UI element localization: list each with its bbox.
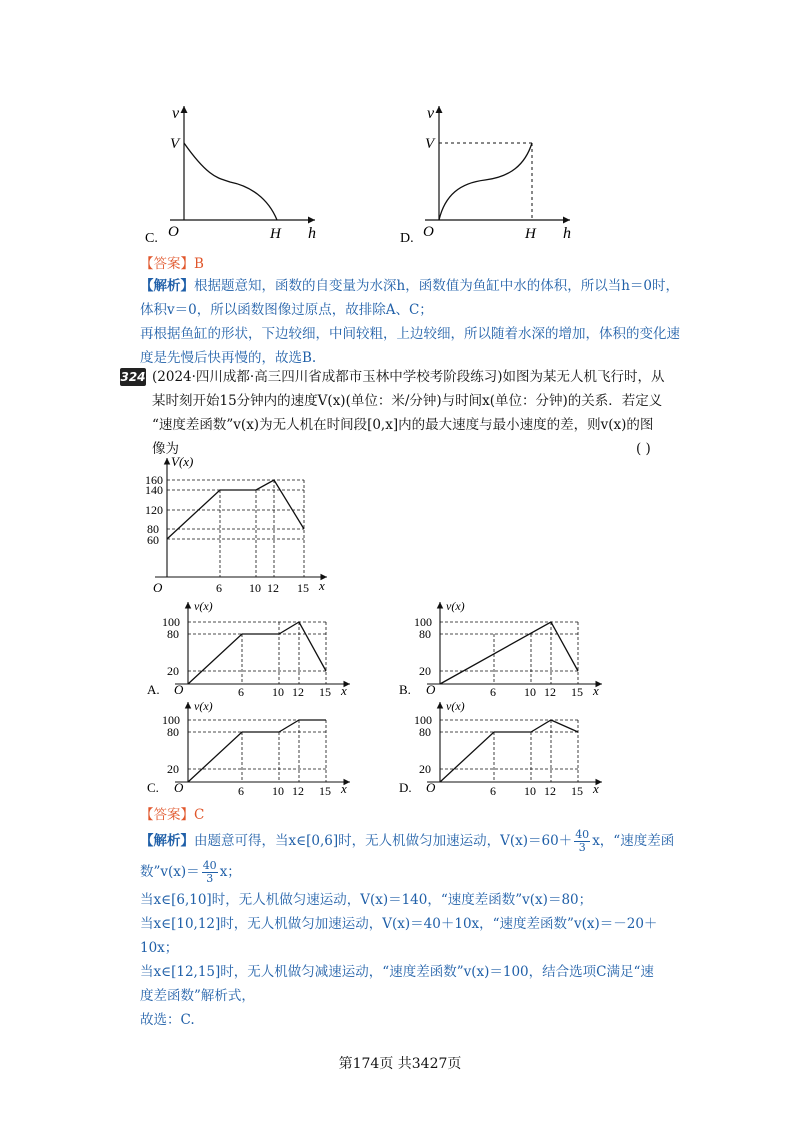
y-tick: 60 — [147, 533, 159, 547]
graph-option-c-top — [140, 100, 340, 250]
y-tick: 140 — [145, 483, 163, 497]
answer-bracket: 【答案】 — [140, 256, 194, 272]
y-axis-label: V(x) — [171, 454, 194, 469]
answer-value: B — [194, 256, 204, 272]
x-tick: 15 — [571, 685, 583, 698]
analysis-line: 根据题意知，函数的自变量为水深h，函数值为鱼缸中水的体积，所以当h＝0时， — [194, 278, 679, 294]
y-tick: 100 — [162, 615, 180, 629]
answer-2 — [140, 805, 204, 825]
x-mark-label: H — [270, 226, 281, 242]
analysis-line: 当x∈[12,15]时，无人机做匀减速运动，“速度差函数”v(x)＝100，结合选项C满足“速 — [140, 964, 654, 980]
option-label: D. — [399, 780, 412, 795]
main-graph — [145, 452, 345, 597]
analysis-line: 当x∈[6,10]时，无人机做匀速运动，V(x)＝140，“速度差函数”v(x)＝80； — [140, 892, 593, 908]
x-tick: 6 — [490, 685, 496, 698]
x-axis-label: x — [341, 781, 347, 796]
fraction-denominator: 3 — [206, 871, 214, 885]
y-mark-label: V — [425, 136, 435, 152]
option-label: B. — [399, 682, 411, 697]
y-tick: 100 — [414, 713, 432, 727]
graph-option-d-top — [395, 100, 595, 250]
x-tick: 10 — [524, 784, 536, 798]
x-tick: 10 — [524, 685, 536, 698]
x-tick: 6 — [238, 784, 244, 798]
option-label: C. — [147, 780, 159, 795]
option-label: A. — [147, 682, 160, 697]
origin-label: O — [426, 682, 436, 697]
question-line: “速度差函数”v(x)为无人机在时间段[0,x]内的最大速度与最小速度的差，则v(x)的图 — [152, 417, 654, 433]
analysis-2 — [140, 826, 674, 1030]
curve-d — [439, 143, 532, 220]
y-axis-label: v(x) — [194, 699, 213, 713]
fraction — [574, 829, 590, 854]
x-tick: 12 — [544, 784, 556, 798]
x-tick: 10 — [249, 581, 261, 595]
y-tick: 80 — [167, 627, 179, 641]
answer-value: C — [194, 807, 205, 823]
y-axis-label: v(x) — [446, 699, 465, 713]
x-tick: 10 — [272, 784, 284, 798]
y-tick: 120 — [145, 503, 163, 517]
x-tick: 12 — [292, 784, 304, 798]
analysis-line: 度是先慢后快再慢的，故选B. — [140, 350, 317, 366]
curve-c — [184, 143, 277, 220]
y-axis-label: v — [427, 105, 435, 122]
x-tick: 6 — [238, 685, 244, 698]
fraction-denominator: 3 — [578, 840, 586, 854]
y-tick: 160 — [145, 473, 163, 487]
x-tick: 12 — [267, 581, 279, 595]
question-line: 某时刻开始15分钟内的速度V(x)(单位：米/分钟)与时间x(单位：分钟)的关系．若定义 — [152, 393, 663, 409]
option-a-line — [188, 622, 326, 684]
x-tick: 15 — [297, 581, 309, 595]
analysis-line: 度差函数”解析式， — [140, 988, 255, 1004]
x-tick: 15 — [571, 784, 583, 798]
analysis-1 — [140, 276, 680, 368]
answer-bracket: 【答案】 — [140, 807, 194, 823]
option-a-graph[interactable] — [145, 598, 360, 698]
y-tick: 100 — [162, 713, 180, 727]
option-c-graph[interactable] — [145, 698, 360, 798]
option-c-line — [188, 720, 326, 782]
origin-label: O — [153, 580, 163, 595]
analysis-line: x； — [219, 864, 241, 880]
question-text — [152, 367, 664, 459]
y-tick: 100 — [414, 615, 432, 629]
fraction-numerator: 40 — [202, 858, 217, 872]
analysis-line: 再根据鱼缸的形状，下边较细，中间较粗，上边较细，所以随着水深的增加，体积的变化速 — [140, 326, 680, 342]
origin-label: O — [174, 682, 184, 697]
origin-label: O — [426, 780, 436, 795]
option-d-graph[interactable] — [397, 698, 612, 798]
fraction-numerator: 40 — [575, 827, 590, 841]
analysis-line: 数”v(x)＝ — [140, 864, 200, 880]
analysis-line: 由题意可得，当x∈[0,6]时，无人机做匀加速运动，V(x)＝60＋ — [194, 833, 573, 849]
question-number-badge: 324 — [120, 370, 146, 384]
answer-1 — [140, 254, 204, 274]
x-tick: 15 — [319, 784, 331, 798]
y-axis-label: v(x) — [194, 599, 213, 613]
analysis-line: 当x∈[10,12]时，无人机做匀加速运动，V(x)＝40＋10x，“速度差函数”v(x)＝－20＋ — [140, 916, 658, 932]
origin-label: O — [423, 224, 434, 240]
question-line: (2024·四川成都·高三四川省成都市玉林中学校考阶段练习)如图为某无人机飞行时，从 — [152, 369, 665, 385]
answer-paren: ( ) — [636, 441, 651, 457]
y-tick: 20 — [419, 762, 431, 776]
x-axis-label: x — [341, 683, 347, 698]
x-tick: 15 — [319, 685, 331, 698]
fraction — [202, 860, 218, 885]
y-tick: 80 — [167, 725, 179, 739]
analysis-bracket: 【解析】 — [140, 278, 194, 294]
option-label: D. — [400, 231, 414, 246]
x-axis-label: x — [319, 578, 325, 593]
y-tick: 20 — [167, 664, 179, 678]
y-tick: 80 — [419, 627, 431, 641]
x-axis-label: h — [308, 225, 316, 242]
y-tick: 80 — [419, 725, 431, 739]
y-tick: 20 — [419, 664, 431, 678]
x-mark-label: H — [525, 226, 536, 242]
y-axis-label: v — [172, 105, 180, 122]
x-axis-label: x — [593, 683, 599, 698]
x-tick: 10 — [272, 685, 284, 698]
page-footer: 第174页 共3427页 — [338, 1056, 462, 1072]
analysis-line: 体积v＝0，所以函数图像过原点，故排除A、C； — [140, 302, 433, 318]
question-line: 像为 — [152, 441, 179, 457]
option-b-line — [440, 622, 578, 684]
analysis-line: 10x； — [140, 940, 179, 956]
x-tick: 6 — [490, 784, 496, 798]
origin-label: O — [168, 224, 179, 240]
y-tick: 20 — [167, 762, 179, 776]
x-axis-label: x — [593, 781, 599, 796]
analysis-bracket: 【解析】 — [140, 833, 194, 849]
velocity-line — [167, 480, 304, 539]
y-axis-label: v(x) — [446, 599, 465, 613]
y-mark-label: V — [170, 136, 180, 152]
x-tick: 12 — [292, 685, 304, 698]
x-axis-label: h — [563, 225, 571, 242]
x-tick: 6 — [216, 581, 222, 595]
analysis-line: x，“速度差函 — [592, 833, 675, 849]
option-d-line — [440, 720, 578, 782]
y-tick: 80 — [147, 522, 159, 536]
option-b-graph[interactable] — [397, 598, 612, 698]
analysis-line: 故选：C. — [140, 1012, 195, 1028]
option-label: C. — [145, 231, 158, 246]
origin-label: O — [174, 780, 184, 795]
x-tick: 12 — [544, 685, 556, 698]
